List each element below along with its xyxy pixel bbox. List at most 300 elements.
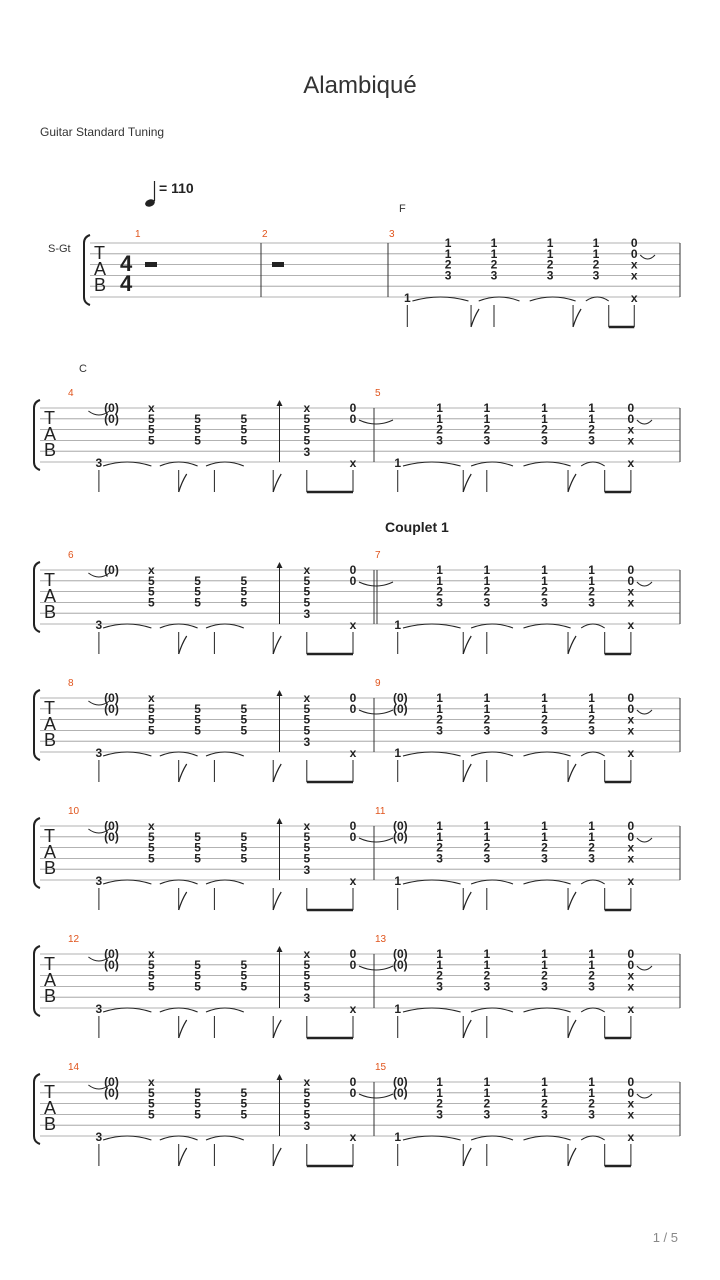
tie-arc bbox=[160, 624, 198, 628]
fret-number: (0) bbox=[393, 957, 408, 972]
fret-number: 5 bbox=[194, 1107, 201, 1122]
fret-number: 2 bbox=[490, 257, 498, 272]
note-flag bbox=[179, 636, 187, 654]
tie-arc bbox=[160, 1136, 198, 1140]
fret-number: 3 bbox=[95, 1129, 103, 1144]
tie-arc bbox=[206, 462, 244, 466]
fret-number: 1 bbox=[436, 829, 443, 844]
fret-number: x bbox=[627, 851, 635, 866]
fret-number: 5 bbox=[148, 968, 155, 983]
note-flag bbox=[179, 764, 187, 782]
fret-number: (0) bbox=[393, 819, 408, 833]
tie-arc bbox=[359, 420, 393, 424]
note-flag bbox=[568, 892, 576, 910]
tie-arc bbox=[523, 880, 570, 884]
fret-number: x bbox=[303, 1075, 311, 1089]
fret-number: 5 bbox=[303, 979, 311, 994]
measure-number: 15 bbox=[375, 1062, 387, 1073]
fret-number: 3 bbox=[303, 445, 311, 460]
note-flag bbox=[463, 474, 471, 492]
system-bracket bbox=[34, 818, 40, 888]
page-number: 1 / 5 bbox=[652, 1230, 678, 1245]
track-name: S-Gt bbox=[48, 243, 71, 255]
fret-number: 1 bbox=[394, 873, 402, 888]
fret-number: 5 bbox=[148, 701, 155, 716]
fret-number: 1 bbox=[436, 947, 443, 961]
brush-arrow-icon bbox=[277, 818, 283, 824]
tie-arc bbox=[530, 297, 576, 301]
fret-number: (0) bbox=[104, 563, 119, 577]
fret-number: 0 bbox=[627, 411, 635, 426]
tuning-label: Guitar Standard Tuning bbox=[40, 125, 165, 139]
fret-number: 1 bbox=[403, 290, 411, 305]
tie-arc bbox=[160, 880, 198, 884]
fret-number: 1 bbox=[490, 246, 498, 261]
tie-arc bbox=[581, 1136, 605, 1140]
fret-number: 1 bbox=[541, 401, 548, 415]
note-flag bbox=[463, 892, 471, 910]
fret-number: 3 bbox=[483, 979, 491, 994]
fret-number: 2 bbox=[541, 1096, 548, 1111]
tie-arc bbox=[523, 1008, 570, 1012]
fret-number: 1 bbox=[436, 701, 443, 716]
tie-arc bbox=[637, 582, 652, 586]
fret-number: 5 bbox=[194, 422, 201, 437]
time-sig-top: 4 bbox=[120, 251, 133, 276]
fret-number: 5 bbox=[303, 957, 311, 972]
fret-number: 3 bbox=[588, 433, 595, 448]
fret-number: 1 bbox=[588, 701, 595, 716]
fret-number: x bbox=[627, 745, 635, 760]
fret-number: 1 bbox=[436, 411, 443, 426]
tie-arc bbox=[103, 1008, 151, 1012]
fret-number: 1 bbox=[588, 819, 595, 833]
note-flag bbox=[463, 636, 471, 654]
fret-number: (0) bbox=[104, 411, 119, 426]
fret-number: 0 bbox=[349, 691, 357, 705]
fret-number: 2 bbox=[541, 712, 548, 727]
tie-arc bbox=[103, 880, 151, 884]
measure-number: 4 bbox=[68, 388, 74, 399]
score-title: Alambiqué bbox=[303, 72, 417, 99]
fret-number: 3 bbox=[95, 1001, 103, 1016]
fret-number: 3 bbox=[541, 851, 548, 866]
tie-arc bbox=[471, 752, 513, 756]
note-flag bbox=[471, 309, 479, 327]
fret-number: 3 bbox=[436, 595, 443, 610]
fret-number: (0) bbox=[393, 701, 408, 716]
fret-number: 0 bbox=[627, 1085, 635, 1100]
fret-number: 0 bbox=[349, 1085, 357, 1100]
brush-arrow-icon bbox=[277, 690, 283, 696]
fret-number: 5 bbox=[240, 1096, 248, 1111]
tie-arc bbox=[359, 838, 393, 842]
tie-arc bbox=[523, 462, 570, 466]
fret-number: 3 bbox=[490, 268, 498, 283]
fret-number: 1 bbox=[546, 236, 554, 250]
fret-number: 0 bbox=[349, 947, 357, 961]
measure-number: 13 bbox=[375, 934, 387, 945]
fret-number: 5 bbox=[303, 433, 311, 448]
tie-arc bbox=[206, 752, 244, 756]
fret-number: 3 bbox=[303, 863, 311, 878]
fret-number: 1 bbox=[588, 957, 595, 972]
note-flag bbox=[179, 1148, 187, 1166]
fret-number: (0) bbox=[104, 819, 119, 833]
tie-arc bbox=[523, 1136, 570, 1140]
fret-number: 0 bbox=[627, 829, 635, 844]
fret-number: 1 bbox=[483, 563, 491, 577]
fret-number: 5 bbox=[303, 851, 311, 866]
fret-number: 5 bbox=[194, 723, 201, 738]
fret-number: 2 bbox=[588, 422, 595, 437]
fret-number: 2 bbox=[588, 712, 595, 727]
fret-number: 5 bbox=[148, 1107, 155, 1122]
fret-number: 5 bbox=[194, 701, 201, 716]
tie-arc bbox=[359, 710, 393, 714]
fret-number: 2 bbox=[541, 968, 548, 983]
tie-arc bbox=[471, 624, 513, 628]
fret-number: 3 bbox=[483, 595, 491, 610]
tie-arc bbox=[206, 1008, 244, 1012]
fret-number: 2 bbox=[483, 584, 491, 599]
fret-number: 2 bbox=[436, 968, 443, 983]
tie-arc bbox=[103, 1136, 151, 1140]
fret-number: 1 bbox=[436, 1075, 443, 1089]
tie-arc bbox=[160, 462, 198, 466]
fret-number: 1 bbox=[541, 563, 548, 577]
fret-number: 1 bbox=[483, 691, 491, 705]
fret-number: 1 bbox=[436, 401, 443, 415]
measure-number: 5 bbox=[375, 388, 381, 399]
fret-number: 3 bbox=[592, 268, 600, 283]
fret-number: 1 bbox=[436, 819, 443, 833]
fret-number: 2 bbox=[483, 1096, 491, 1111]
tie-arc bbox=[359, 582, 393, 586]
fret-number: 2 bbox=[436, 840, 443, 855]
fret-number: 2 bbox=[436, 712, 443, 727]
note-flag bbox=[463, 1148, 471, 1166]
fret-number: 5 bbox=[148, 1085, 155, 1100]
tempo-value: = 110 bbox=[159, 180, 194, 196]
fret-number: x bbox=[349, 1001, 357, 1016]
tie-arc bbox=[206, 1136, 244, 1140]
fret-number: x bbox=[627, 1096, 635, 1111]
fret-number: x bbox=[148, 819, 155, 833]
fret-number: 3 bbox=[95, 873, 103, 888]
fret-number: 2 bbox=[588, 584, 595, 599]
fret-number: 2 bbox=[541, 584, 548, 599]
fret-number: 1 bbox=[436, 573, 443, 588]
fret-number: 0 bbox=[627, 947, 635, 961]
fret-number: 3 bbox=[436, 979, 443, 994]
fret-number: 1 bbox=[546, 246, 554, 261]
fret-number: 5 bbox=[303, 1107, 311, 1122]
fret-number: 3 bbox=[541, 1107, 548, 1122]
system-bracket bbox=[34, 690, 40, 760]
fret-number: 0 bbox=[349, 957, 357, 972]
fret-number: 5 bbox=[303, 968, 311, 983]
fret-number: 5 bbox=[194, 851, 201, 866]
fret-number: 3 bbox=[95, 455, 103, 470]
note-flag bbox=[179, 1020, 187, 1038]
fret-number: 5 bbox=[194, 433, 201, 448]
fret-number: 5 bbox=[194, 1096, 201, 1111]
tie-arc bbox=[523, 752, 570, 756]
fret-number: 3 bbox=[303, 607, 311, 622]
tie-arc bbox=[637, 1094, 652, 1098]
tie-arc bbox=[581, 752, 605, 756]
fret-number: 0 bbox=[627, 701, 635, 716]
fret-number: 2 bbox=[444, 257, 452, 272]
fret-number: 1 bbox=[483, 401, 491, 415]
fret-number: 0 bbox=[627, 691, 635, 705]
fret-number: 5 bbox=[240, 1085, 248, 1100]
fret-number: 5 bbox=[148, 1096, 155, 1111]
fret-number: 5 bbox=[148, 573, 155, 588]
fret-number: 5 bbox=[194, 1085, 201, 1100]
brush-arrow-icon bbox=[277, 562, 283, 568]
fret-number: 5 bbox=[303, 573, 311, 588]
tie-arc bbox=[206, 624, 244, 628]
fret-number: x bbox=[627, 1107, 635, 1122]
note-flag bbox=[273, 1148, 281, 1166]
tie-arc bbox=[103, 462, 151, 466]
tie-arc bbox=[403, 1008, 461, 1012]
fret-number: 1 bbox=[588, 401, 595, 415]
note-flag bbox=[179, 892, 187, 910]
fret-number: 2 bbox=[436, 1096, 443, 1111]
fret-number: 3 bbox=[303, 735, 311, 750]
tie-arc bbox=[403, 880, 461, 884]
tab-letter-b: B bbox=[94, 275, 107, 295]
fret-number: 1 bbox=[444, 246, 452, 261]
fret-number: 1 bbox=[588, 1075, 595, 1089]
tie-arc bbox=[523, 624, 570, 628]
fret-number: 2 bbox=[588, 968, 595, 983]
note-flag bbox=[463, 764, 471, 782]
fret-number: x bbox=[627, 617, 635, 632]
fret-number: 5 bbox=[148, 723, 155, 738]
tab-letter-b: B bbox=[44, 440, 57, 460]
fret-number: 3 bbox=[546, 268, 554, 283]
tie-arc bbox=[403, 624, 461, 628]
fret-number: 5 bbox=[240, 712, 248, 727]
fret-number: (0) bbox=[104, 1085, 119, 1100]
tie-arc bbox=[581, 624, 605, 628]
fret-number: x bbox=[627, 723, 635, 738]
note-flag bbox=[273, 764, 281, 782]
fret-number: 5 bbox=[240, 979, 248, 994]
fret-number: (0) bbox=[104, 401, 119, 415]
brush-arrow-icon bbox=[277, 1074, 283, 1080]
tab-letter-a: A bbox=[44, 970, 57, 990]
fret-number: 1 bbox=[541, 701, 548, 716]
fret-number: 1 bbox=[541, 1075, 548, 1089]
fret-number: 0 bbox=[627, 1075, 635, 1089]
system-bracket bbox=[84, 235, 90, 305]
fret-number: 5 bbox=[240, 411, 248, 426]
time-sig-bottom: 4 bbox=[120, 271, 133, 296]
measure-number: 7 bbox=[375, 550, 381, 561]
tie-arc bbox=[637, 420, 652, 424]
tie-arc bbox=[581, 462, 605, 466]
fret-number: 2 bbox=[588, 1096, 595, 1111]
fret-number: 1 bbox=[483, 573, 491, 588]
tab-letter-a: A bbox=[44, 586, 57, 606]
fret-number: 5 bbox=[240, 584, 248, 599]
fret-number: 2 bbox=[483, 422, 491, 437]
fret-number: x bbox=[148, 401, 155, 415]
fret-number: x bbox=[627, 712, 635, 727]
note-flag bbox=[179, 474, 187, 492]
fret-number: 0 bbox=[349, 1075, 357, 1089]
fret-number: 0 bbox=[349, 401, 357, 415]
fret-number: 1 bbox=[483, 1085, 491, 1100]
fret-number: 2 bbox=[483, 840, 491, 855]
fret-number: x bbox=[627, 433, 635, 448]
fret-number: 3 bbox=[303, 1119, 311, 1134]
fret-number: 5 bbox=[240, 595, 248, 610]
fret-number: 0 bbox=[630, 246, 638, 261]
fret-number: 0 bbox=[349, 411, 357, 426]
fret-number: 3 bbox=[483, 1107, 491, 1122]
fret-number: 1 bbox=[394, 455, 402, 470]
fret-number: x bbox=[630, 268, 638, 283]
fret-number: 1 bbox=[394, 1001, 402, 1016]
fret-number: 1 bbox=[588, 947, 595, 961]
fret-number: (0) bbox=[104, 701, 119, 716]
measure-number: 11 bbox=[375, 806, 386, 817]
tab-letter-b: B bbox=[44, 730, 57, 750]
fret-number: 1 bbox=[436, 957, 443, 972]
fret-number: 1 bbox=[483, 947, 491, 961]
tab-letter-t: T bbox=[44, 698, 55, 718]
fret-number: 5 bbox=[303, 595, 311, 610]
fret-number: 3 bbox=[436, 723, 443, 738]
fret-number: 1 bbox=[483, 411, 491, 426]
tab-letter-b: B bbox=[44, 858, 57, 878]
fret-number: 1 bbox=[592, 246, 600, 261]
fret-number: 3 bbox=[444, 268, 452, 283]
tie-arc bbox=[412, 297, 468, 301]
fret-number: 0 bbox=[349, 819, 357, 833]
fret-number: x bbox=[349, 873, 357, 888]
fret-number: x bbox=[303, 691, 311, 705]
fret-number: x bbox=[627, 595, 635, 610]
measure-number: 10 bbox=[68, 806, 80, 817]
fret-number: 5 bbox=[148, 829, 155, 844]
fret-number: 3 bbox=[588, 979, 595, 994]
brush-arrow-icon bbox=[277, 400, 283, 406]
fret-number: 3 bbox=[436, 851, 443, 866]
fret-number: 0 bbox=[349, 829, 357, 844]
note-flag bbox=[568, 636, 576, 654]
fret-number: 1 bbox=[592, 236, 600, 250]
note-flag bbox=[568, 1020, 576, 1038]
fret-number: 1 bbox=[483, 1075, 491, 1089]
measure-number: 9 bbox=[375, 678, 381, 689]
fret-number: 1 bbox=[588, 411, 595, 426]
fret-number: 5 bbox=[194, 968, 201, 983]
fret-number: 5 bbox=[240, 573, 248, 588]
fret-number: 5 bbox=[148, 840, 155, 855]
fret-number: (0) bbox=[104, 947, 119, 961]
fret-number: (0) bbox=[393, 829, 408, 844]
fret-number: 3 bbox=[588, 723, 595, 738]
fret-number: 2 bbox=[436, 584, 443, 599]
fret-number: 5 bbox=[240, 433, 248, 448]
tab-letter-b: B bbox=[44, 602, 57, 622]
chord-symbol-c: C bbox=[79, 363, 87, 375]
fret-number: 5 bbox=[194, 829, 201, 844]
measure-number: 1 bbox=[135, 229, 141, 240]
fret-number: 5 bbox=[303, 723, 311, 738]
fret-number: 2 bbox=[588, 840, 595, 855]
fret-number: 1 bbox=[541, 829, 548, 844]
fret-number: 0 bbox=[627, 401, 635, 415]
fret-number: 5 bbox=[148, 595, 155, 610]
tab-letter-a: A bbox=[44, 714, 57, 734]
note-flag bbox=[463, 1020, 471, 1038]
tie-arc bbox=[581, 1008, 605, 1012]
fret-number: x bbox=[627, 968, 635, 983]
fret-number: 5 bbox=[303, 701, 311, 716]
fret-number: 5 bbox=[240, 723, 248, 738]
fret-number: (0) bbox=[104, 829, 119, 844]
fret-number: x bbox=[627, 422, 635, 437]
fret-number: 5 bbox=[303, 584, 311, 599]
section-label: Couplet 1 bbox=[385, 519, 449, 535]
fret-number: 5 bbox=[148, 584, 155, 599]
fret-number: 5 bbox=[303, 422, 311, 437]
fret-number: x bbox=[148, 691, 155, 705]
tie-arc bbox=[403, 462, 461, 466]
fret-number: x bbox=[630, 257, 638, 272]
fret-number: 1 bbox=[541, 411, 548, 426]
fret-number: 5 bbox=[194, 840, 201, 855]
fret-number: 3 bbox=[436, 433, 443, 448]
fret-number: 0 bbox=[627, 819, 635, 833]
note-flag bbox=[273, 474, 281, 492]
fret-number: 3 bbox=[95, 745, 103, 760]
tie-arc bbox=[403, 752, 461, 756]
fret-number: 3 bbox=[95, 617, 103, 632]
tie-arc bbox=[637, 966, 652, 970]
fret-number: 3 bbox=[541, 433, 548, 448]
fret-number: x bbox=[627, 455, 635, 470]
fret-number: 5 bbox=[303, 840, 311, 855]
note-flag bbox=[573, 309, 581, 327]
system-bracket bbox=[34, 562, 40, 632]
note-flag bbox=[568, 764, 576, 782]
fret-number: 3 bbox=[541, 595, 548, 610]
fret-number: 5 bbox=[148, 979, 155, 994]
fret-number: 0 bbox=[349, 701, 357, 716]
fret-number: 5 bbox=[194, 979, 201, 994]
fret-number: 2 bbox=[592, 257, 600, 272]
fret-number: (0) bbox=[104, 691, 119, 705]
tie-arc bbox=[479, 297, 520, 301]
fret-number: 3 bbox=[303, 991, 311, 1006]
fret-number: 3 bbox=[541, 979, 548, 994]
fret-number: x bbox=[349, 455, 357, 470]
tab-letter-t: T bbox=[44, 408, 55, 428]
fret-number: 1 bbox=[444, 236, 452, 250]
system-bracket bbox=[34, 400, 40, 470]
tie-arc bbox=[586, 297, 609, 301]
fret-number: 3 bbox=[588, 851, 595, 866]
